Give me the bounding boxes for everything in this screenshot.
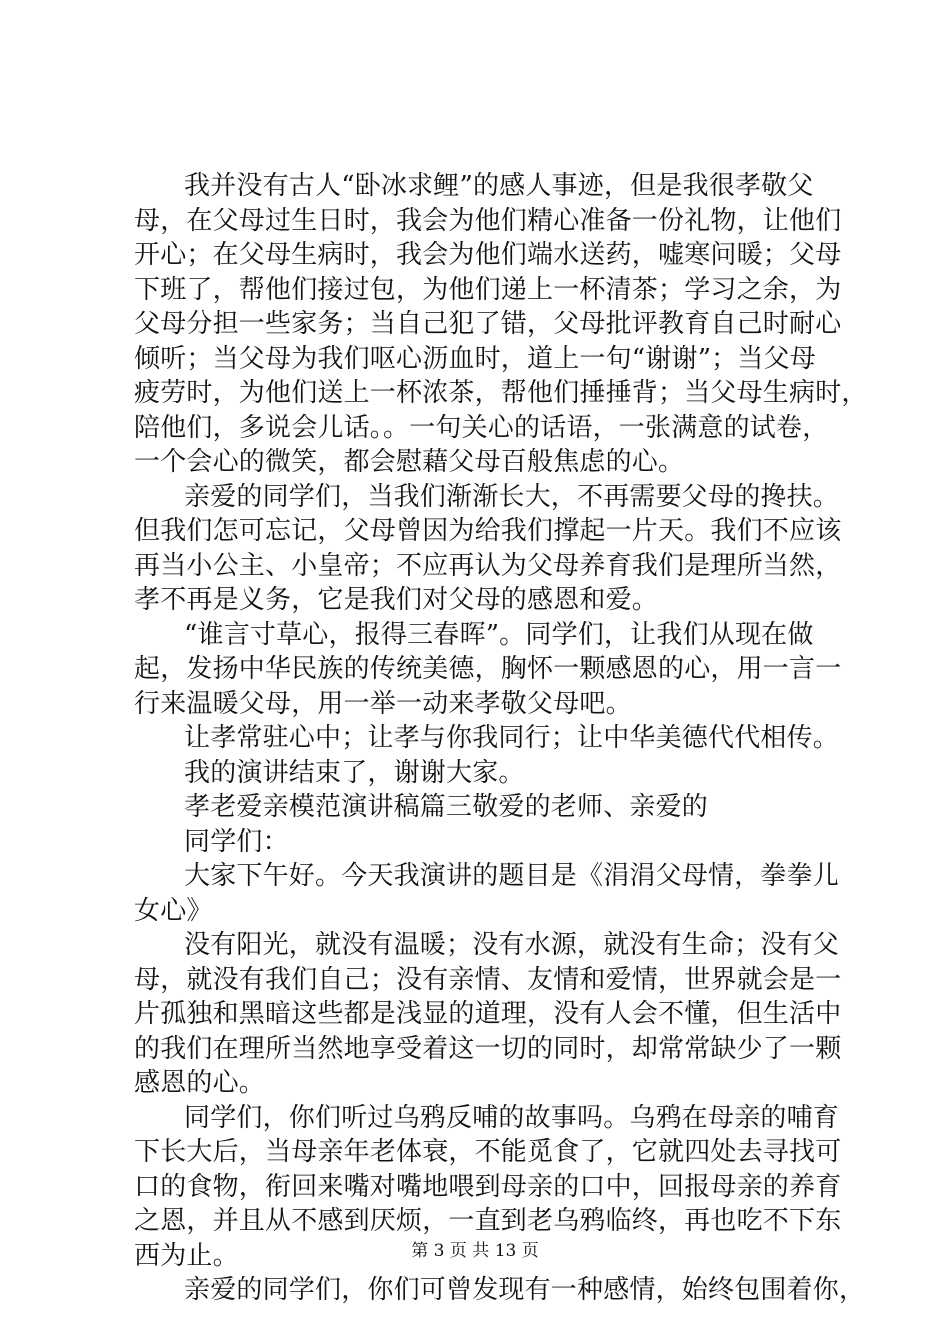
text-line: 亲爱的同学们，你们可曾发现有一种感情，始终包围着你， (184, 1275, 866, 1305)
page-number-footer: 第 3 页 共 13 页 (411, 1241, 539, 1261)
text-line: 没有阳光，就没有温暖；没有水源，就没有生命；没有父 (184, 930, 840, 960)
text-line: 的我们在理所当然地享受着这一切的同时，却常常缺少了一颗 (134, 1033, 842, 1064)
text-line: 感恩的心。 (134, 1068, 266, 1098)
text-line: 开心；在父母生病时，我会为他们端水送药，嘘寒问暖；父母 (134, 240, 842, 270)
text-line: 倾听；当父母为我们呕心沥血时，道上一句“谢谢”；当父母 (134, 343, 816, 374)
text-line: 亲爱的同学们，当我们渐渐长大，不再需要父母的搀扶。 (184, 481, 840, 512)
text-line: 疲劳时，为他们送上一杯浓茶，帮他们捶捶背；当父母生病时， (134, 378, 868, 408)
text-line: 陪他们，多说会儿话。。一句关心的话语，一张满意的试卷， (134, 412, 829, 443)
text-line: 母，就没有我们自己；没有亲情、友情和爱情，世界就会是一 (134, 964, 842, 995)
text-line: 片孤独和黑暗这些都是浅显的道理，没有人会不懂，但生活中 (134, 999, 842, 1029)
text-line: 再当小公主、小皇帝；不应再认为父母养育我们是理所当然， (134, 550, 842, 581)
text-line: 同学们： (184, 826, 289, 857)
text-line: 孝不再是义务，它是我们对父母的感恩和爱。 (134, 585, 659, 615)
text-line: 父母分担一些家务；当自己犯了错，父母批评教育自己时耐心 (134, 309, 842, 339)
text-line: 口的食物，衔回来嘴对嘴地喂到母亲的口中，回报母亲的养育 (134, 1171, 842, 1202)
text-line: “谁言寸草心，报得三春晖”。同学们，让我们从现在做 (184, 619, 814, 650)
text-line: 女心》 (134, 895, 213, 926)
text-line: 我的演讲结束了，谢谢大家。 (184, 757, 525, 788)
text-line: 同学们，你们听过乌鸦反哺的故事吗。乌鸦在母亲的哺育 (184, 1102, 840, 1133)
document-body (134, 169, 868, 1308)
text-line: 下长大后，当母亲年老体衰，不能觅食了，它就四处去寻找可 (134, 1137, 842, 1167)
text-line: 行来温暖父母，用一举一动来孝敬父母吧。 (134, 688, 632, 719)
text-line: 大家下午好。今天我演讲的题目是《涓涓父母情，拳拳儿 (184, 861, 840, 891)
text-line: 西为止。 (134, 1240, 239, 1271)
text-line: 母，在父母过生日时，我会为他们精心准备一份礼物，让他们 (134, 205, 842, 236)
text-line: 孝老爱亲模范演讲稿篇三敬爱的老师、亲爱的 (184, 792, 709, 822)
text-line: 起，发扬中华民族的传统美德，胸怀一颗感恩的心，用一言一 (134, 654, 842, 684)
text-line: 之恩，并且从不感到厌烦，一直到老乌鸦临终，再也吃不下东 (134, 1206, 842, 1236)
text-line: 一个会心的微笑，都会慰藉父母百般焦虑的心。 (134, 447, 685, 477)
text-line: 但我们怎可忘记，父母曾因为给我们撑起一片天。我们不应该 (134, 516, 842, 546)
text-line: 让孝常驻心中；让孝与你我同行；让中华美德代代相传。 (184, 723, 840, 753)
text-line: 我并没有古人“卧冰求鲤”的感人事迹，但是我很孝敬父 (184, 171, 814, 201)
text-line: 下班了，帮他们接过包，为他们递上一杯清茶；学习之余，为 (134, 274, 842, 305)
